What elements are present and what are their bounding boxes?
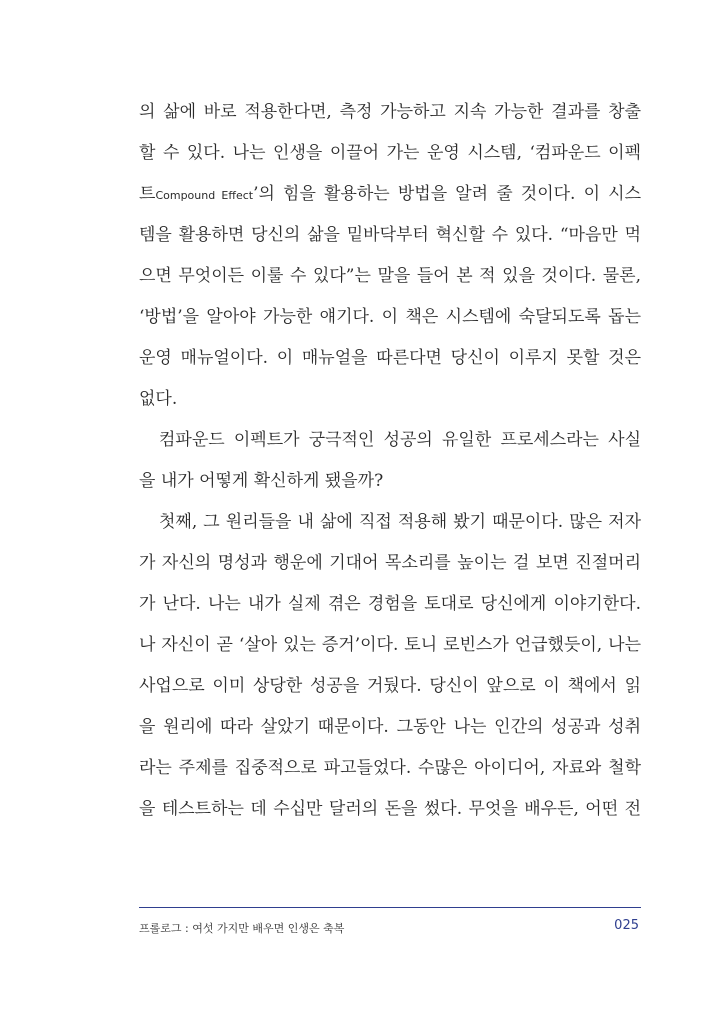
- text-line: 템을 활용하면 당신의 삶을 밑바닥부터 혁신할 수 있다. “마음만 먹: [139, 225, 641, 245]
- footer-divider: [139, 907, 641, 908]
- text-line-part: 트: [139, 184, 156, 204]
- english-term: Compound Effect: [155, 189, 254, 202]
- text-line: 없다.: [139, 389, 178, 409]
- page-number: 025: [614, 918, 639, 933]
- text-line: 운영 매뉴얼이다. 이 매뉴얼을 따른다면 당신이 이루지 못할 것은: [139, 348, 641, 368]
- text-line: 가 자신의 명성과 행운에 기대어 목소리를 높이는 걸 보면 진절머리: [139, 553, 641, 573]
- text-line: [139, 174, 641, 215]
- text-line: 을 테스트하는 데 수십만 달러의 돈을 썼다. 무엇을 배우든, 어떤 전: [139, 799, 641, 819]
- text-line: 으면 무엇이든 이룰 수 있다”는 말을 들어 본 적 있을 것이다. 물론,: [139, 266, 641, 286]
- body-text: [139, 92, 641, 830]
- text-line: 가 난다. 나는 내가 실제 겪은 경험을 토대로 당신에게 이야기한다.: [139, 594, 641, 614]
- text-line: 나 자신이 곧 ‘살아 있는 증거’이다. 토니 로빈스가 언급했듯이, 나는: [139, 635, 641, 655]
- text-line: 라는 주제를 집중적으로 파고들었다. 수많은 아이디어, 자료와 철학: [139, 758, 641, 778]
- text-line: ‘방법’을 알아야 가능한 얘기다. 이 책은 시스템에 숙달되도록 돕는: [139, 307, 641, 327]
- text-line: 을 원리에 따라 살았기 때문이다. 그동안 나는 인간의 성공과 성취: [139, 717, 641, 737]
- text-line: 사업으로 이미 상당한 성공을 거뒀다. 당신이 앞으로 이 책에서 읽: [139, 676, 641, 696]
- running-head: 프롤로그 : 여섯 가지만 배우면 인생은 축복: [139, 922, 345, 935]
- text-line: 의 삶에 바로 적용한다면, 측정 가능하고 지속 가능한 결과를 창출: [139, 102, 641, 122]
- text-line: 을 내가 어떻게 확신하게 됐을까?: [139, 471, 384, 491]
- text-line: 할 수 있다. 나는 인생을 이끌어 가는 운영 시스템, ‘컴파운드 이펙: [139, 143, 641, 163]
- text-line: 컴파운드 이펙트가 궁극적인 성공의 유일한 프로세스라는 사실: [159, 430, 641, 450]
- text-line: 첫째, 그 원리들을 내 삶에 직접 적용해 봤기 때문이다. 많은 저자: [159, 512, 641, 532]
- text-line-part: ’의 힘을 활용하는 방법을 알려 줄 것이다. 이 시스: [253, 184, 641, 204]
